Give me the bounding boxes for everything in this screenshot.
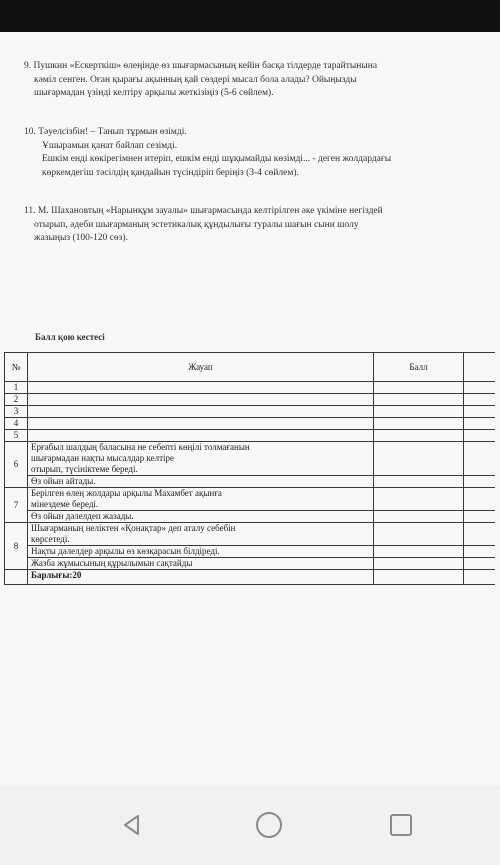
table-row xyxy=(5,430,496,442)
question-11-line: отырып, әдеби шығарманың эстетикалық құндылығы туралы шағын сыни шолу xyxy=(34,219,359,230)
row-answer xyxy=(28,488,374,511)
row-extra xyxy=(464,382,496,394)
status-bar xyxy=(0,0,500,32)
row-num: 3 xyxy=(5,406,28,418)
criterion-text: Шығарманың неліктен «Қонақтар» деп аталу себебін xyxy=(31,523,236,533)
row-answer: Нақты дәлелдер арқылы өз көзқарасын білдіреді. xyxy=(28,546,374,558)
row-extra xyxy=(464,558,496,570)
table-row xyxy=(5,382,496,394)
table-row xyxy=(5,442,496,476)
row-score xyxy=(374,442,464,476)
back-icon[interactable] xyxy=(112,808,152,842)
question-11 xyxy=(24,205,383,246)
question-11-line: жазыңыз (100-120 сөз). xyxy=(34,233,128,243)
table-row xyxy=(5,394,496,406)
row-answer xyxy=(28,430,374,442)
table-subrow xyxy=(5,546,496,558)
row-extra xyxy=(464,442,496,476)
row-score xyxy=(374,418,464,430)
row-extra xyxy=(464,430,496,442)
row-score xyxy=(374,382,464,394)
header-score: Балл xyxy=(374,353,464,382)
question-11-line: 11. М. Шахановтың «Нарынқұм зауалы» шығармасында келтірілген әке үкіміне негіздей xyxy=(24,206,383,216)
row-num: 8 xyxy=(5,523,28,570)
row-score xyxy=(374,546,464,558)
row-num xyxy=(5,570,28,585)
question-10 xyxy=(24,126,391,180)
row-num: 1 xyxy=(5,382,28,394)
row-num: 6 xyxy=(5,442,28,488)
row-extra xyxy=(464,476,496,488)
criterion-text: көрсетеді. xyxy=(31,534,70,544)
scoring-table xyxy=(4,352,495,585)
row-score xyxy=(374,406,464,418)
row-extra xyxy=(464,488,496,511)
criterion-text: шығармадан нақты мысалдар келтіре xyxy=(31,453,175,463)
question-10-line: 10. Тәуелсізбін! – Танып тұрмын өзімді. xyxy=(24,127,187,137)
row-extra xyxy=(464,546,496,558)
row-answer xyxy=(28,394,374,406)
header-extra xyxy=(464,353,496,382)
row-answer xyxy=(28,382,374,394)
row-extra xyxy=(464,418,496,430)
row-score xyxy=(374,558,464,570)
row-score xyxy=(374,394,464,406)
row-num: 7 xyxy=(5,488,28,523)
header-answer: Жауап xyxy=(28,353,374,382)
table-header-row xyxy=(5,353,496,382)
criterion-text: Берілген өлең жолдары арқылы Махамбет ақынға xyxy=(31,488,222,498)
row-answer xyxy=(28,523,374,546)
row-answer: Өз ойын дәлелдеп жазады. xyxy=(28,511,374,523)
row-answer: Жазба жұмысының құрылымын сақтайды xyxy=(28,558,374,570)
row-score xyxy=(374,488,464,511)
table-row xyxy=(5,406,496,418)
row-score xyxy=(374,430,464,442)
table-subrow xyxy=(5,558,496,570)
row-score xyxy=(374,570,464,585)
row-extra xyxy=(464,570,496,585)
row-num: 2 xyxy=(5,394,28,406)
row-num: 4 xyxy=(5,418,28,430)
row-score xyxy=(374,476,464,488)
question-9 xyxy=(24,60,377,101)
row-answer xyxy=(28,406,374,418)
table-total-row xyxy=(5,570,496,585)
criterion-text: мінездеме береді. xyxy=(31,499,99,509)
table-row xyxy=(5,418,496,430)
row-answer xyxy=(28,418,374,430)
question-10-line: Ұшырамын қанат байлап сезімді. xyxy=(42,140,178,151)
criterion-text: отырып, түсініктеме береді. xyxy=(31,464,138,474)
question-10-line: Ешкім енді көкірегімнен итеріп, ешкім енді шұқымайды көзімді... - деген жолдардағы xyxy=(42,154,392,164)
row-score xyxy=(374,511,464,523)
question-10-line: көркемдегіш тәсілдің қандайын түсіндіріп беріңіз (3-4 сөйлем). xyxy=(42,167,299,178)
row-extra xyxy=(464,523,496,546)
question-9-line: 9. Пушкин «Ескерткіш» өлеңінде өз шығармасының кейін басқа тілдерде тарайтынына xyxy=(24,61,378,71)
row-extra xyxy=(464,511,496,523)
row-extra xyxy=(464,406,496,418)
header-num: № xyxy=(5,353,28,382)
table-subrow xyxy=(5,511,496,523)
row-score xyxy=(374,523,464,546)
question-9-line: кәміл сенген. Оған қырағы ақынның қай сөздері мысал бола алады? Ойыңызды xyxy=(34,74,357,85)
table-title: Балл қою кестесі xyxy=(35,332,105,342)
home-icon[interactable] xyxy=(249,808,289,842)
row-extra xyxy=(464,394,496,406)
row-num: 5 xyxy=(5,430,28,442)
row-answer xyxy=(28,442,374,476)
table-row xyxy=(5,523,496,546)
question-9-line: шығармадан үзінді келтіру арқылы жеткізіңіз (5-6 сөйлем). xyxy=(34,88,274,98)
criterion-text: Ерғабыл шалдың баласына не себепті көңілі толмағанын xyxy=(31,442,250,452)
table-row xyxy=(5,488,496,511)
table-subrow xyxy=(5,476,496,488)
recents-icon[interactable] xyxy=(381,808,421,842)
row-answer: Өз ойын айтады. xyxy=(28,476,374,488)
total-label: Барлығы:20 xyxy=(28,570,374,585)
